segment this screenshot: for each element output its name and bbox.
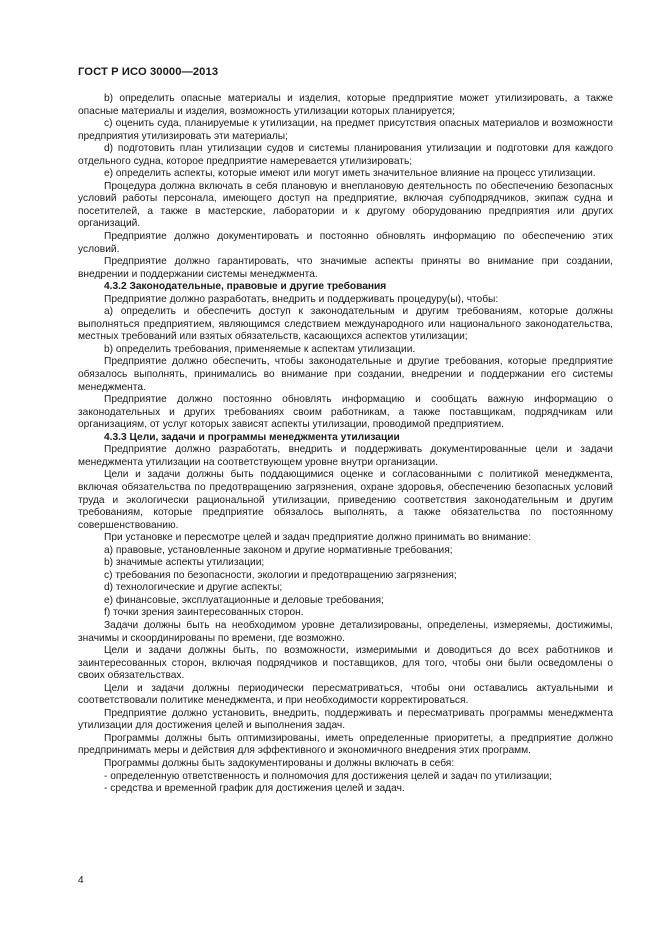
list-item-b: b) определить требования, применяемые к аспектам утилизации. bbox=[104, 343, 416, 355]
paragraph: Предприятие должно разработать, внедрить и поддерживать документированные цели и задачи менеджмента утилизации на соответствующем уровне внутри организации. bbox=[78, 444, 613, 468]
list-item-b: b) определить опасные материалы и изделия, которые предприятие может утилизировать, а также опасные материалы и изделия, возможность утилизации которых планируется; bbox=[78, 93, 613, 117]
paragraph: Программы должны быть задокументированы и должны включать в себя: bbox=[104, 757, 455, 769]
list-item-f: f) точки зрения заинтересованных сторон. bbox=[104, 607, 304, 619]
paragraph: Предприятие должно гарантировать, что значимые аспекты приняты во внимание при создании, внедрении и поддержании системы менеджмента. bbox=[78, 256, 613, 280]
list-item-b: b) значимые аспекты утилизации; bbox=[104, 557, 265, 569]
list-item-e: e) финансовые, эксплуатационные и деловые требования; bbox=[104, 594, 384, 606]
page-header: ГОСТ Р ИСО 30000—2013 bbox=[78, 66, 219, 78]
paragraph: Предприятие должно обеспечить, чтобы законодательные и другие требования, которые предприятие обязалось выполнять, принимались во внимание при создании, внедрении и поддержании его системы менеджмента. bbox=[78, 356, 613, 393]
list-item-e: e) определить аспекты, которые имеют или могут иметь значительное влияние на процесс утилизации. bbox=[104, 168, 596, 180]
paragraph: Задачи должны быть на необходимом уровне детализированы, определены, измеряемы, достижимы, значимы и скоординированы по времени, где возможно. bbox=[78, 619, 613, 644]
paragraph: Предприятие должно установить, внедрить, поддерживать и пересматривать программы менеджмента утилизации для достижения целей и выполнения задач. bbox=[78, 707, 613, 732]
list-item-c: c) оценить суда, планируемые к утилизации, на предмет присутствия опасных материалов и возможности предприятия утилизировать эти материалы; bbox=[78, 118, 613, 142]
dash-list-item: - определенную ответственность и полномочия для достижения целей и задач по утилизации; bbox=[104, 770, 553, 782]
document-body bbox=[78, 93, 613, 796]
paragraph: Процедура должна включать в себя плановую и внеплановую деятельность по обеспечению безопасных условий работы персонала, имеющего доступ на предприятие, включая субподрядчиков, экипаж судна и посетителей, а также в мастерские, лаборатории и к другому оборудованию предприятия или других организаций. bbox=[78, 180, 613, 230]
list-item-c: c) требования по безопасности, экологии и предотвращению загрязнения; bbox=[104, 569, 457, 581]
page-number: 4 bbox=[78, 875, 84, 886]
paragraph: Цели и задачи должны быть, по возможности, измеримыми и доводиться до всех работников и заинтересованных сторон, включая подрядчиков и поставщиков, для того, чтобы они были осведомлены о своих обязательствах. bbox=[78, 645, 613, 682]
paragraph: При установке и пересмотре целей и задач предприятие должно принимать во внимание: bbox=[104, 532, 532, 544]
paragraph: Цели и задачи должны периодически пересматриваться, чтобы они оставались актуальными и соответствовали политике менеджмента, и при необходимости корректироваться. bbox=[78, 682, 613, 707]
paragraph: Предприятие должно документировать и постоянно обновлять информацию по обеспечению этих условий. bbox=[78, 231, 613, 255]
paragraph: Программы должны быть оптимизированы, иметь определенные приоритеты, а предприятие должно предпринимать меры и действия для эффективного и экономичного внедрения этих программ. bbox=[78, 732, 613, 757]
list-item-d: d) подготовить план утилизации судов и системы планирования утилизации и подготовки для каждого отдельного судна, которое предприятие намеревается утилизировать; bbox=[78, 143, 613, 167]
paragraph: Предприятие должно постоянно обновлять информацию и сообщать важную информацию о законодательных и других требованиях своим работникам, а также поставщикам, подрядчикам или организациям, от услуг которых зависят аспекты утилизации, проводимой предприятием. bbox=[78, 394, 613, 431]
section-heading-4-3-2: 4.3.2 Законодательные, правовые и другие требования bbox=[104, 281, 387, 293]
paragraph: Цели и задачи должны быть поддающимися оценке и согласованными с политикой менеджмента, включая обязательства по предотвращению загрязнения, охране здоровья, обеспечению безопасных условий труда и экологически рациональной утилизации, приведению соответствия законодательным и другим требованиям, которые предприятие обязалось выполнять, а также обязательства по постоянному совершенствованию. bbox=[78, 469, 613, 531]
section-heading-4-3-3: 4.3.3 Цели, задачи и программы менеджмента утилизации bbox=[104, 431, 400, 443]
list-item-a: a) определить и обеспечить доступ к законодательным и другим требованиям, которые должны выполняться предприятием, являющимся следствием международного или национального законодательства, местных требований или взятых обязательств, касающихся аспектов утилизации; bbox=[78, 306, 613, 343]
dash-list-item: - средства и временной график для достижения целей и задач. bbox=[104, 783, 405, 795]
list-item-d: d) технологические и другие аспекты; bbox=[104, 582, 283, 594]
paragraph: Предприятие должно разработать, внедрить и поддерживать процедуру(ы), чтобы: bbox=[104, 293, 499, 305]
list-item-a: a) правовые, установленные законом и другие нормативные требования; bbox=[104, 544, 453, 556]
